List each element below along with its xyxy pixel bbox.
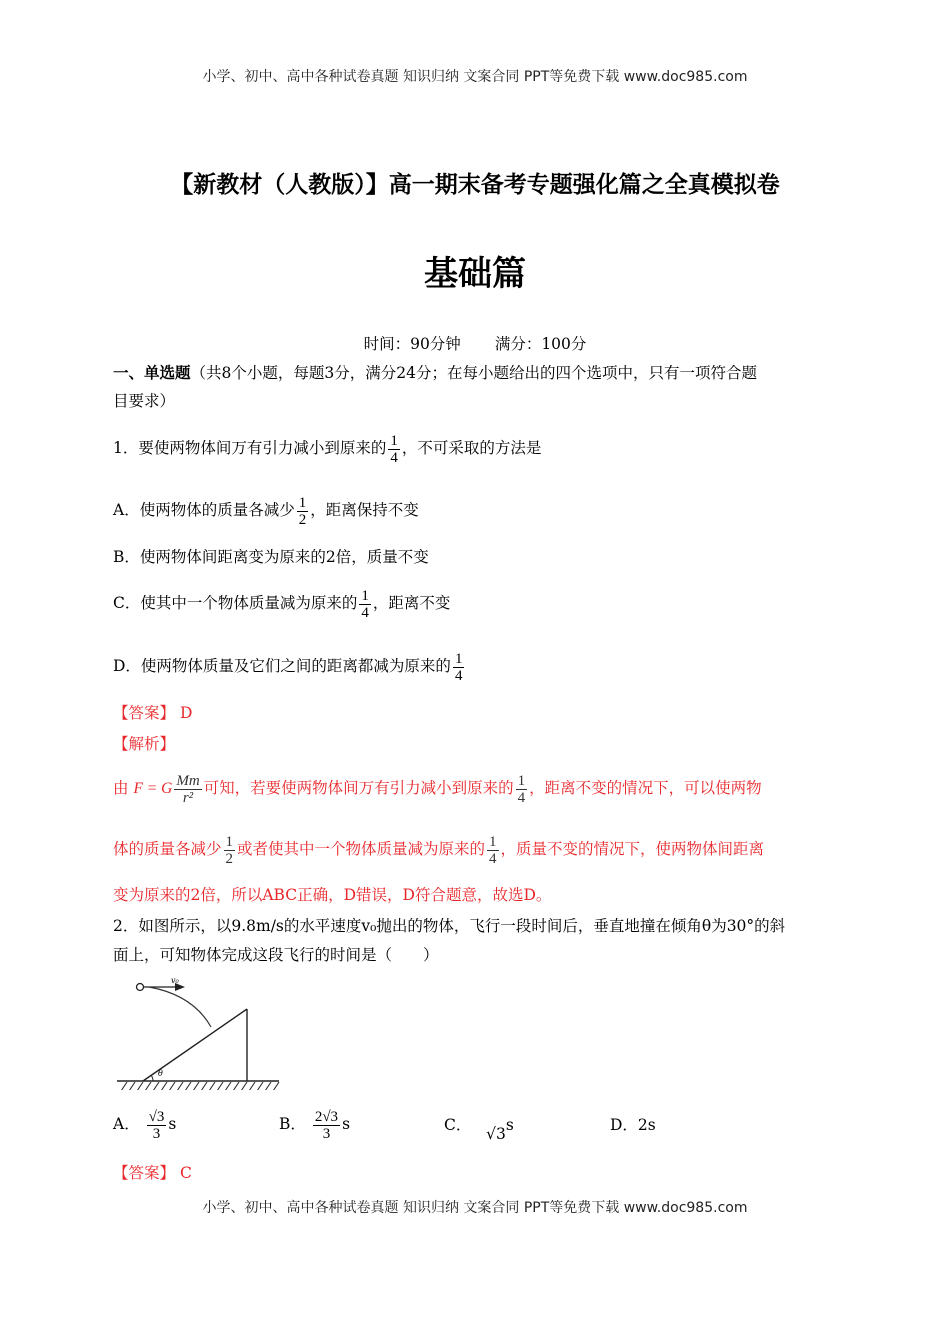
doc-subtitle: 基础篇 bbox=[424, 254, 526, 294]
q1-option-c: C．使其中一个物体质量减为原来的 $\frac{1}{4}$ ，距离不变 bbox=[113, 587, 451, 621]
incline-projectile-figure bbox=[113, 975, 283, 1090]
section-label: 一、单选题 bbox=[113, 363, 191, 382]
page-footer: 小学、初中、高中各种试卷真题 知识归纳 文案合同 PPT等免费下载 www.doc985.com bbox=[202, 1200, 748, 1216]
svg-text:v₀: v₀ bbox=[171, 976, 179, 985]
q2-option-d: D．2s bbox=[610, 1116, 656, 1134]
q1-option-a: A．使两物体的质量各减少 $\frac{1}{2}$ ，距离保持不变 bbox=[113, 494, 419, 528]
section-desc-2: 目要求） bbox=[113, 392, 176, 410]
q1-analysis-label: 【解析】 bbox=[113, 735, 176, 753]
q2-stem-2: 面上，可知物体完成这段飞行的时间是（ ） bbox=[113, 946, 439, 964]
q2-stem-1: 2．如图所示，以9.8m/s的水平速度v₀抛出的物体，飞行一段时间后，垂直地撞在倾角θ为30°的斜 bbox=[113, 917, 786, 935]
q1-stem: 1．要使两物体间万有引力减小到原来的 $\frac{1}{4}$ ，不可采取的方法是 bbox=[113, 432, 542, 466]
score-info: 满分：100分 bbox=[494, 335, 587, 353]
q2-option-b: B． $\frac{2√3}{3}$ s bbox=[279, 1108, 351, 1142]
q1-analysis-2: 体的质量各减少 $\frac{1}{2}$ 或者使其中一个物体质量减为原来的 $\frac{1}{4}$ ，质量不变的情况下，使两物体间距离 bbox=[113, 833, 765, 867]
q1-option-d: D．使两物体质量及它们之间的距离都减为原来的 $\frac{1}{4}$ bbox=[113, 650, 463, 684]
svg-text:θ: θ bbox=[158, 1069, 163, 1078]
q1-option-b: B．使两物体间距离变为原来的2倍，质量不变 bbox=[113, 548, 429, 566]
q1-analysis-3: 变为原来的2倍，所以ABC正确，D错误，D符合题意，故选D。 bbox=[113, 886, 552, 904]
q2-option-a: A． $\frac{√3}{3}$ s bbox=[113, 1108, 177, 1142]
section-desc: （共8个小题，每题3分，满分24分；在每小题给出的四个选项中，只有一项符合题 bbox=[190, 364, 757, 382]
doc-title: 【新教材（人教版）】高一期末备考专题强化篇之全真模拟卷 bbox=[170, 171, 780, 198]
q1-answer: 【答案】 D bbox=[113, 704, 193, 722]
q2-option-c: C． √3s bbox=[444, 1116, 514, 1143]
time-info: 时间：90分钟 bbox=[363, 335, 461, 353]
page-header: 小学、初中、高中各种试卷真题 知识归纳 文案合同 PPT等免费下载 www.doc985.com bbox=[202, 69, 748, 85]
q2-answer: 【答案】 C bbox=[113, 1164, 192, 1182]
q1-analysis-1: 由 F = G $\frac{Mm}{\text{r²}}$ 可知，若要使两物体间万有引力减小到原来的 $\frac{1}{4}$ ，距离不变的情况下，可以使两物 bbox=[113, 772, 762, 806]
